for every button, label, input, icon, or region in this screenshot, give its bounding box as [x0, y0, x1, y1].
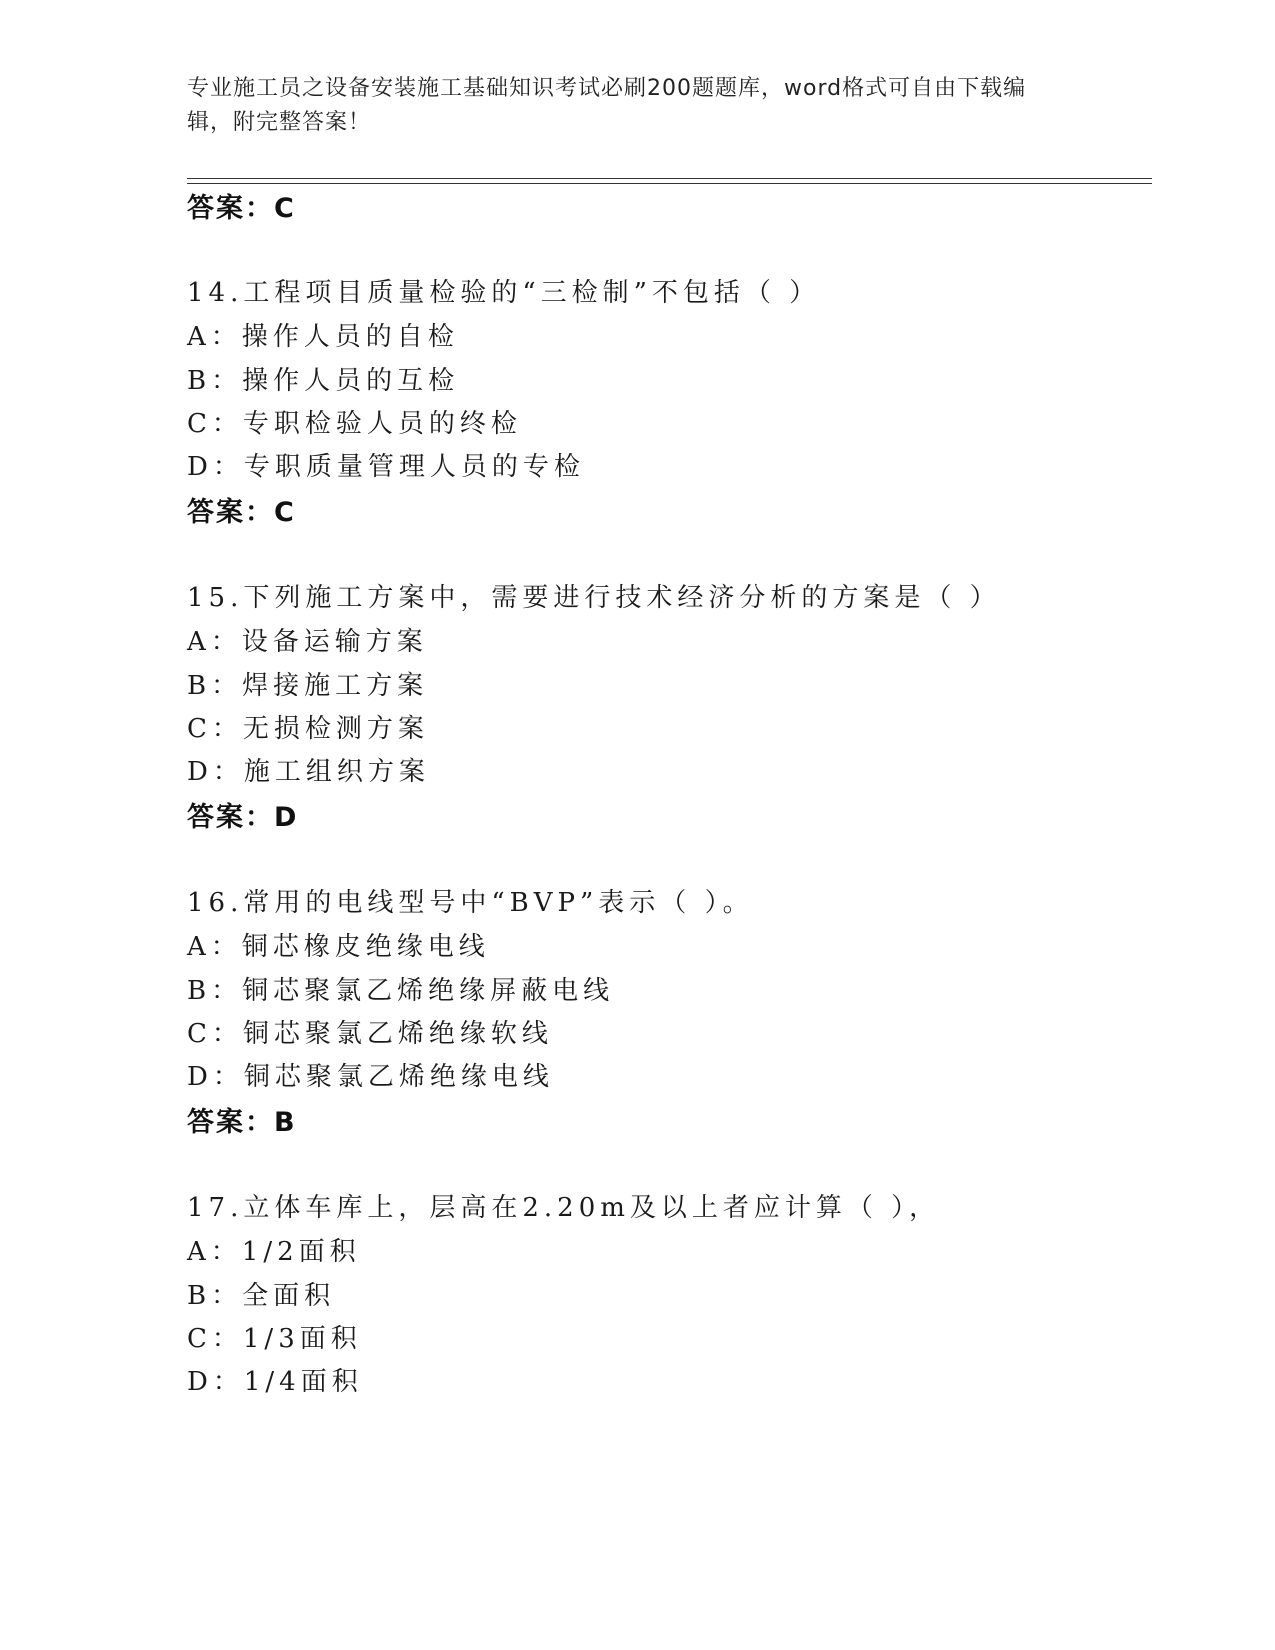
option-a: A：铜芯橡皮绝缘电线	[187, 932, 490, 962]
option-c: C：铜芯聚氯乙烯绝缘软线	[187, 1019, 553, 1049]
option-a: A：设备运输方案	[187, 627, 428, 657]
option-b: B：操作人员的互检	[187, 366, 460, 396]
question-stem: 15.下列施工方案中，需要进行技术经济分析的方案是（ ）	[187, 583, 1001, 613]
option-c: C：1/3面积	[187, 1324, 362, 1354]
option-b: B：全面积	[187, 1281, 336, 1311]
header-divider-bottom	[187, 183, 1152, 184]
answer-line: 答案：B	[187, 1107, 297, 1138]
option-a: A：1/2面积	[187, 1237, 361, 1267]
question-stem: 16.常用的电线型号中“BVP”表示（ ）。	[187, 888, 754, 918]
answer-line: 答案：D	[187, 802, 299, 833]
option-c: C：专职检验人员的终检	[187, 409, 522, 439]
option-b: B：铜芯聚氯乙烯绝缘屏蔽电线	[187, 976, 615, 1006]
question-stem: 17.立体车库上，层高在2.20m及以上者应计算（ ），	[187, 1193, 941, 1223]
option-d: D：1/4面积	[187, 1367, 363, 1397]
option-c: C：无损检测方案	[187, 714, 429, 744]
question-stem: 14.工程项目质量检验的“三检制”不包括（ ）	[187, 278, 821, 308]
header-divider-top	[187, 178, 1152, 179]
document-header: 专业施工员之设备安装施工基础知识考试必刷200题题库，word格式可自由下载编辑，附完整答案！	[187, 76, 1027, 135]
option-d: D：铜芯聚氯乙烯绝缘电线	[187, 1062, 554, 1092]
answer-line: 答案：C	[187, 497, 296, 528]
answer-line: 答案：C	[187, 193, 296, 224]
option-d: D：专职质量管理人员的专检	[187, 452, 585, 482]
option-a: A：操作人员的自检	[187, 322, 459, 352]
option-d: D：施工组织方案	[187, 757, 430, 787]
option-b: B：焊接施工方案	[187, 671, 429, 701]
